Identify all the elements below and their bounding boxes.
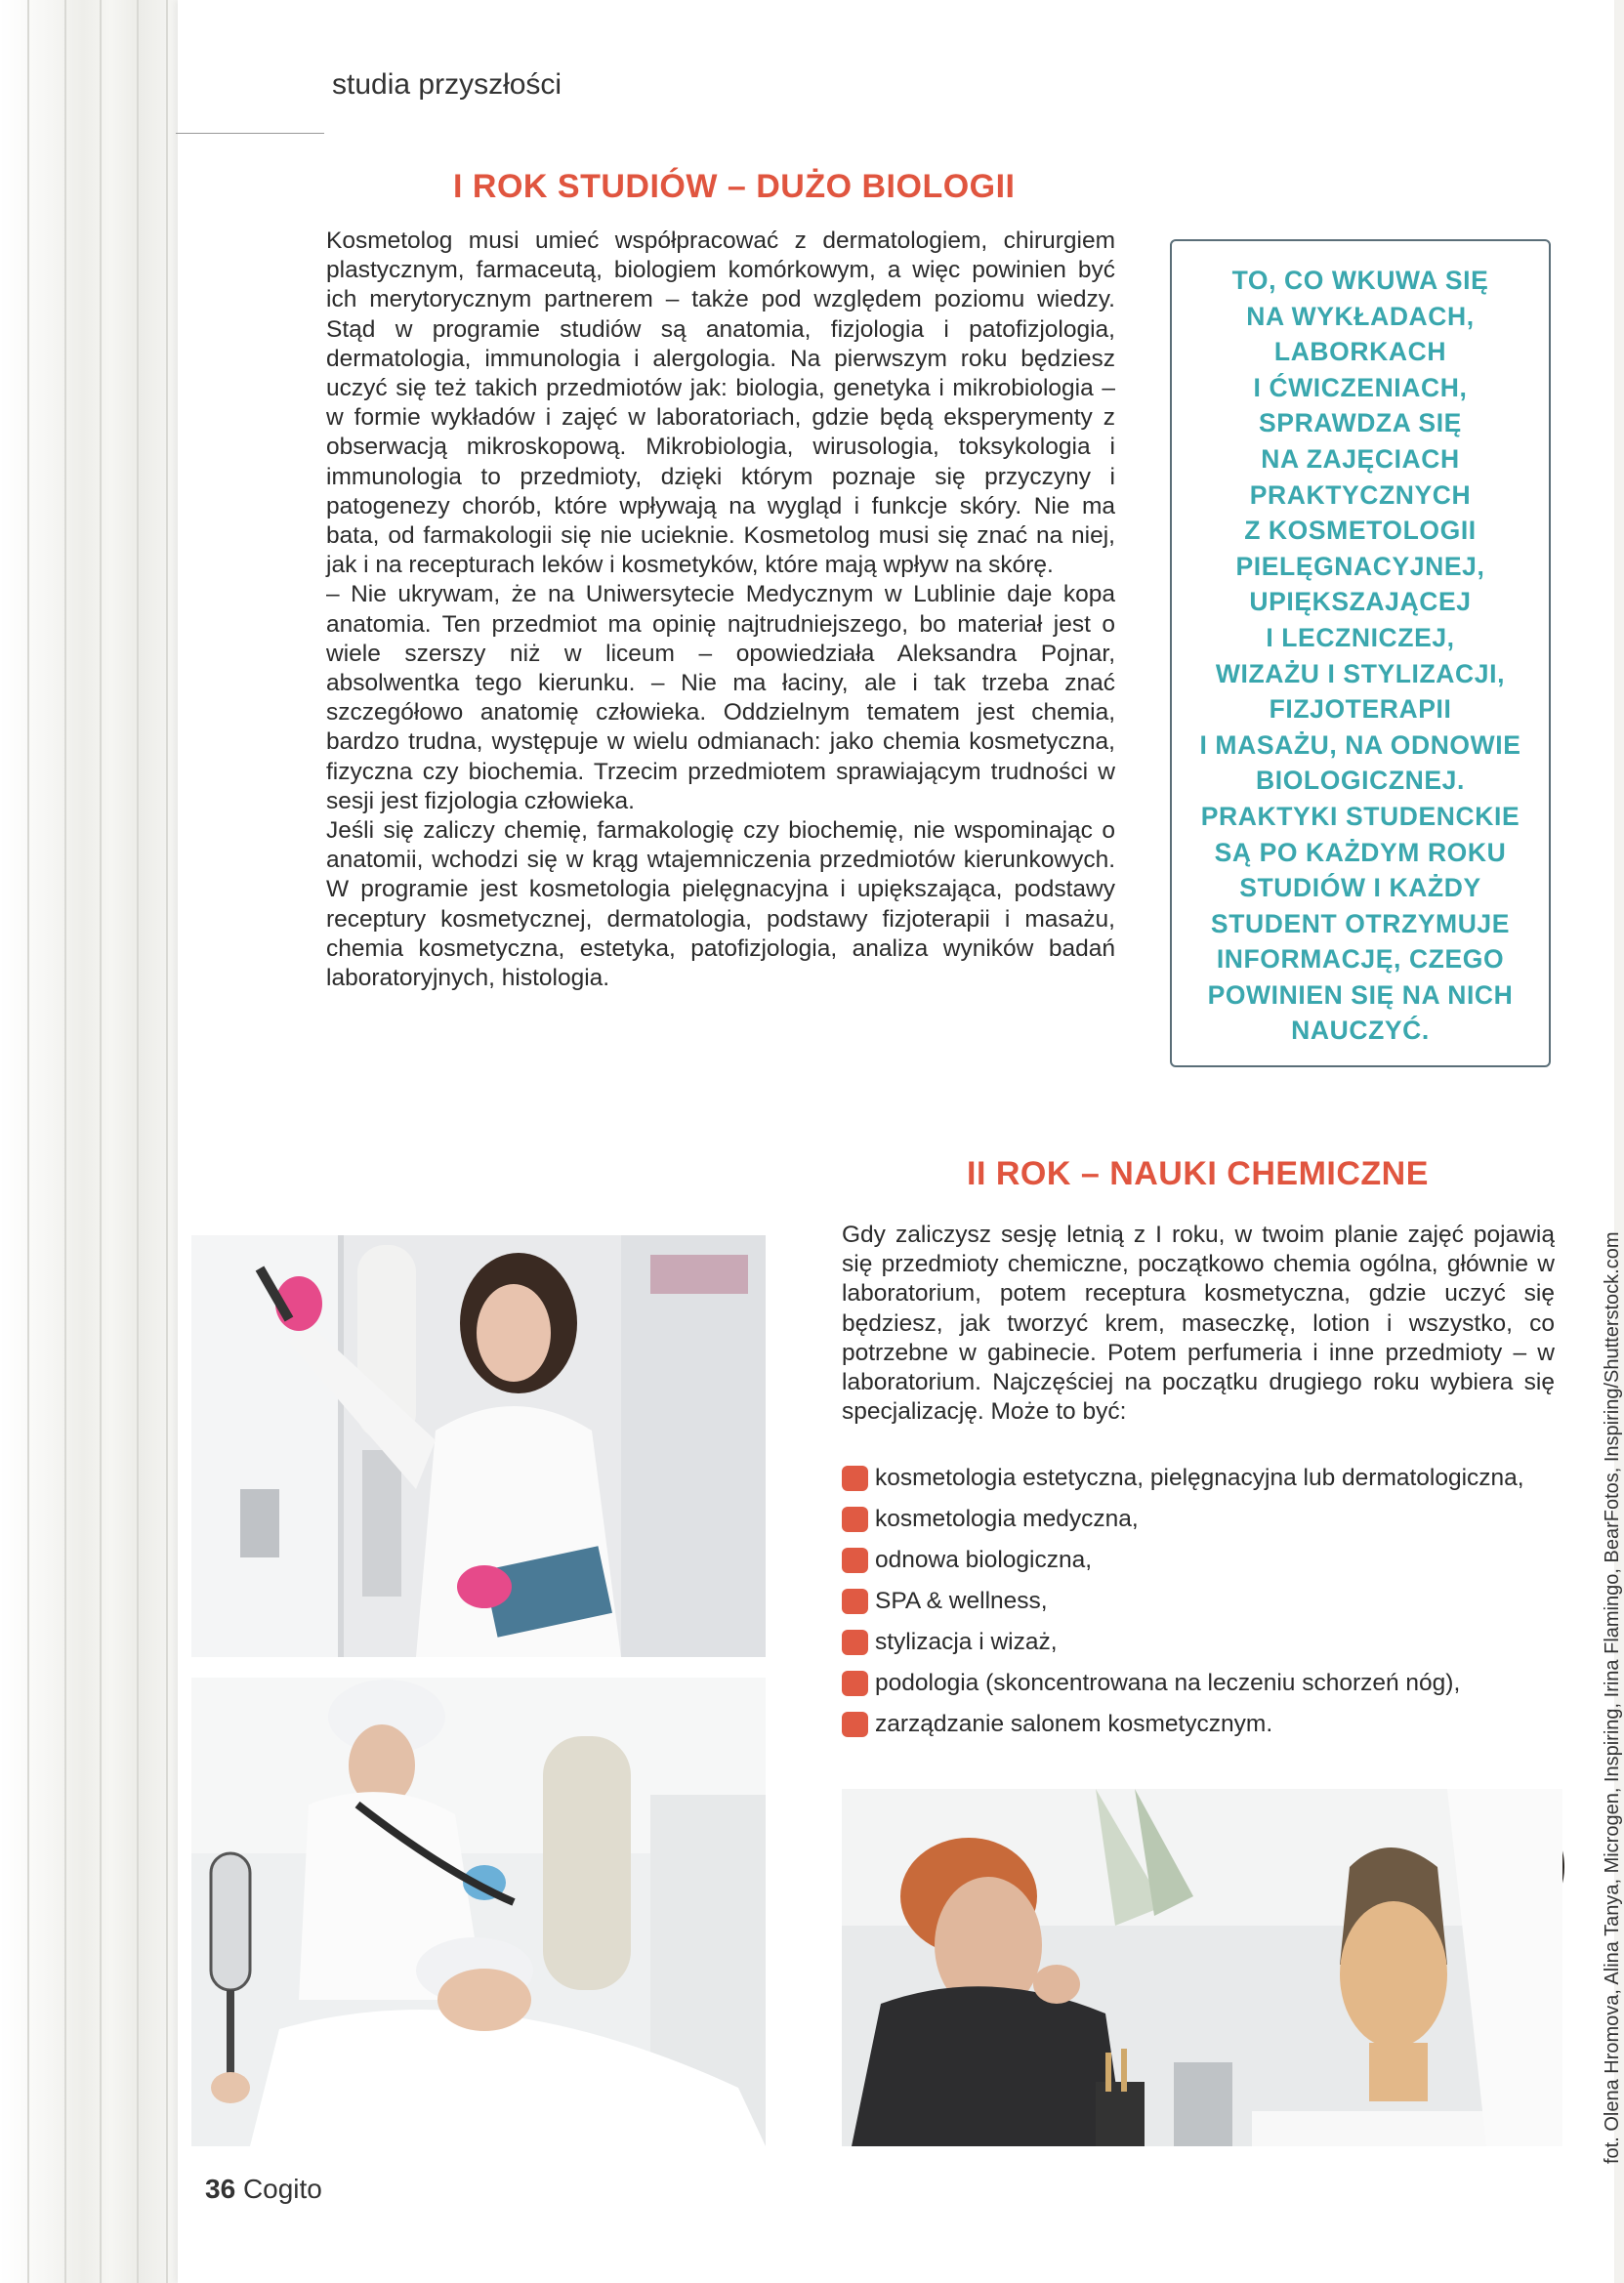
bullet-square-icon <box>842 1466 868 1491</box>
callout-text: TO, CO WKUWA SIĘ NA WYKŁADACH, LABORKACH I ĆWICZENIACH, SPRAWDZA SIĘ NA ZAJĘCIACH PRAKTYCZNYCH Z KOSMETOLOGII PIELĘGNACYJNEJ, UPIĘKSZAJĄCEJ I LECZNICZEJ, WIZAŻU I STYLIZACJI, FIZJOTERAPII I MASAŻU, NA ODNOWIE BIOLOGICZNEJ. PRAKTYKI STUDENCKIE SĄ PO KAŻDYM ROKU STUDIÓW I KAŻDY STUDENT OTRZYMUJE INFORMACJĘ, CZEGO POWINIEN SIĘ NA NICH NAUCZYĆ. <box>1199 266 1521 1046</box>
list-item-label: stylizacja i wizaż, <box>875 1629 1058 1655</box>
photo-cosmetology-treatment-image <box>191 1678 766 2146</box>
magazine-name: Cogito <box>242 2174 322 2204</box>
year1-heading: I ROK STUDIÓW – DUŻO BIOLOGII <box>453 168 1016 205</box>
list-item <box>842 1581 1524 1622</box>
bullet-square-icon <box>842 1671 868 1696</box>
section-rule <box>176 133 324 134</box>
binding-spine <box>0 0 186 2283</box>
photo-student-whiteboard <box>191 1235 766 1657</box>
year2-paragraph: Gdy zaliczysz sesję letnią z I roku, w twoim planie zajęć pojawią się przedmioty chemiczne, początkowo chemia ogólna, głównie w laboratorium, potem receptura kosmetyczna, gdzie uczyć się będziesz, jak tworzyć krem, maseczkę, lotion i wszystko, co potrzebne w gabinecie. Potem perfumeria i inne przedmioty – w laboratorium. Najczęściej na początku drugiego roku wybiera się specjalizację. Może to być: <box>842 1222 1555 1426</box>
page-number: 36 <box>205 2174 236 2204</box>
photo-credit: fot. Olena Hromova, Alina Tanya, Microgen, Inspiring, Irina Flamingo, BearFotos, Inspiring/Shutterstock.com <box>1602 1231 1623 2164</box>
year2-heading: II ROK – NAUKI CHEMICZNE <box>967 1155 1429 1192</box>
photo-hairdressing-class-image <box>842 1789 1562 2146</box>
list-item <box>842 1704 1524 1745</box>
spine-line <box>64 0 66 2283</box>
bullet-square-icon <box>842 1589 868 1614</box>
callout-box <box>1170 239 1551 1067</box>
list-item-label: zarządzanie salonem kosmetycznym. <box>875 1711 1273 1737</box>
list-item <box>842 1663 1524 1704</box>
photo-hairdressing-class <box>842 1789 1562 2146</box>
spine-line <box>166 0 168 2283</box>
year1-body <box>326 227 1115 993</box>
list-item <box>842 1622 1524 1663</box>
year1-paragraph: Jeśli się zaliczy chemię, farmakologię czy biochemię, nie wspominając o anatomii, wchodzi się w krąg wtajemniczenia przedmiotów kierunkowych. W programie jest kosmetologia pielęgnacyjna i upiększająca, podstawy receptury kosmetycznej, dermatologia, podstawy fizjoterapii i masażu, chemia kosmetyczna, estetyka, patofizjologia, analiza wyników badań laboratoryjnych, histologia. <box>326 817 1115 992</box>
bullet-square-icon <box>842 1712 868 1737</box>
list-item-label: kosmetologia medyczna, <box>875 1506 1139 1532</box>
photo-student-whiteboard-image <box>191 1235 766 1657</box>
section-label: studia przyszłości <box>332 68 562 101</box>
page-footer <box>205 2174 322 2205</box>
list-item-label: kosmetologia estetyczna, pielęgnacyjna lub dermatologiczna, <box>875 1465 1524 1491</box>
photo-cosmetology-treatment <box>191 1678 766 2146</box>
list-item <box>842 1499 1524 1540</box>
year2-body <box>842 1221 1555 1427</box>
spine-line <box>100 0 102 2283</box>
bullet-square-icon <box>842 1630 868 1655</box>
list-item <box>842 1458 1524 1499</box>
year1-paragraph: Kosmetolog musi umieć współpracować z dermatologiem, chirurgiem plastycznym, farmaceutą, biologiem komórkowym, a więc powinien być ich merytorycznym partnerem – także pod względem poziomu wiedzy. Stąd w programie studiów są anatomia, fizjologia i patofizjologia, dermatologia, immunologia i alergologia. Na pierwszym roku będziesz uczyć się też takich przedmiotów jak: biologia, genetyka i mikrobiologia – w formie wykładów i zajęć w laboratoriach, gdzie będą eksperymenty z obserwacją mikroskopową. Mikrobiologia, wirusologia, toksykologia i immunologia to przedmioty, dzięki którym poznaje się przyczyny i patogenezy chorób, które wpływają na wygląd i funkcje skóry. Nie ma bata, od farmakologii się nie ucieknie. Kosmetolog musi się znać na niej, jak i na recepturach leków i kosmetyków, które mają wpływ na skórę. <box>326 228 1115 579</box>
year1-paragraph: – Nie ukrywam, że na Uniwersytecie Medycznym w Lublinie daje kopa anatomia. Ten przedmiot ma opinię najtrudniejszego, bo materiał jest o wiele szerszy niż w liceum – opowiedziała Aleksandra Pojnar, absolwentka tego kierunku. – Nie ma łaciny, ale i tak trzeba znać szczegółowo anatomię człowieka. Oddzielnym tematem jest chemia, bardzo trudna, występuje w wielu odmianach: jako chemia kosmetyczna, fizyczna czy biochemia. Trzecim przedmiotem sprawiającym trudności w sesji jest fizjologia człowieka. <box>326 581 1115 814</box>
bullet-square-icon <box>842 1507 868 1532</box>
bullet-square-icon <box>842 1548 868 1573</box>
list-item-label: podologia (skoncentrowana na leczeniu schorzeń nóg), <box>875 1670 1461 1696</box>
list-item-label: SPA & wellness, <box>875 1588 1048 1614</box>
list-item-label: odnowa biologiczna, <box>875 1547 1093 1573</box>
specialization-list <box>842 1458 1524 1745</box>
spine-line <box>137 0 139 2283</box>
list-item <box>842 1540 1524 1581</box>
spine-line <box>27 0 29 2283</box>
